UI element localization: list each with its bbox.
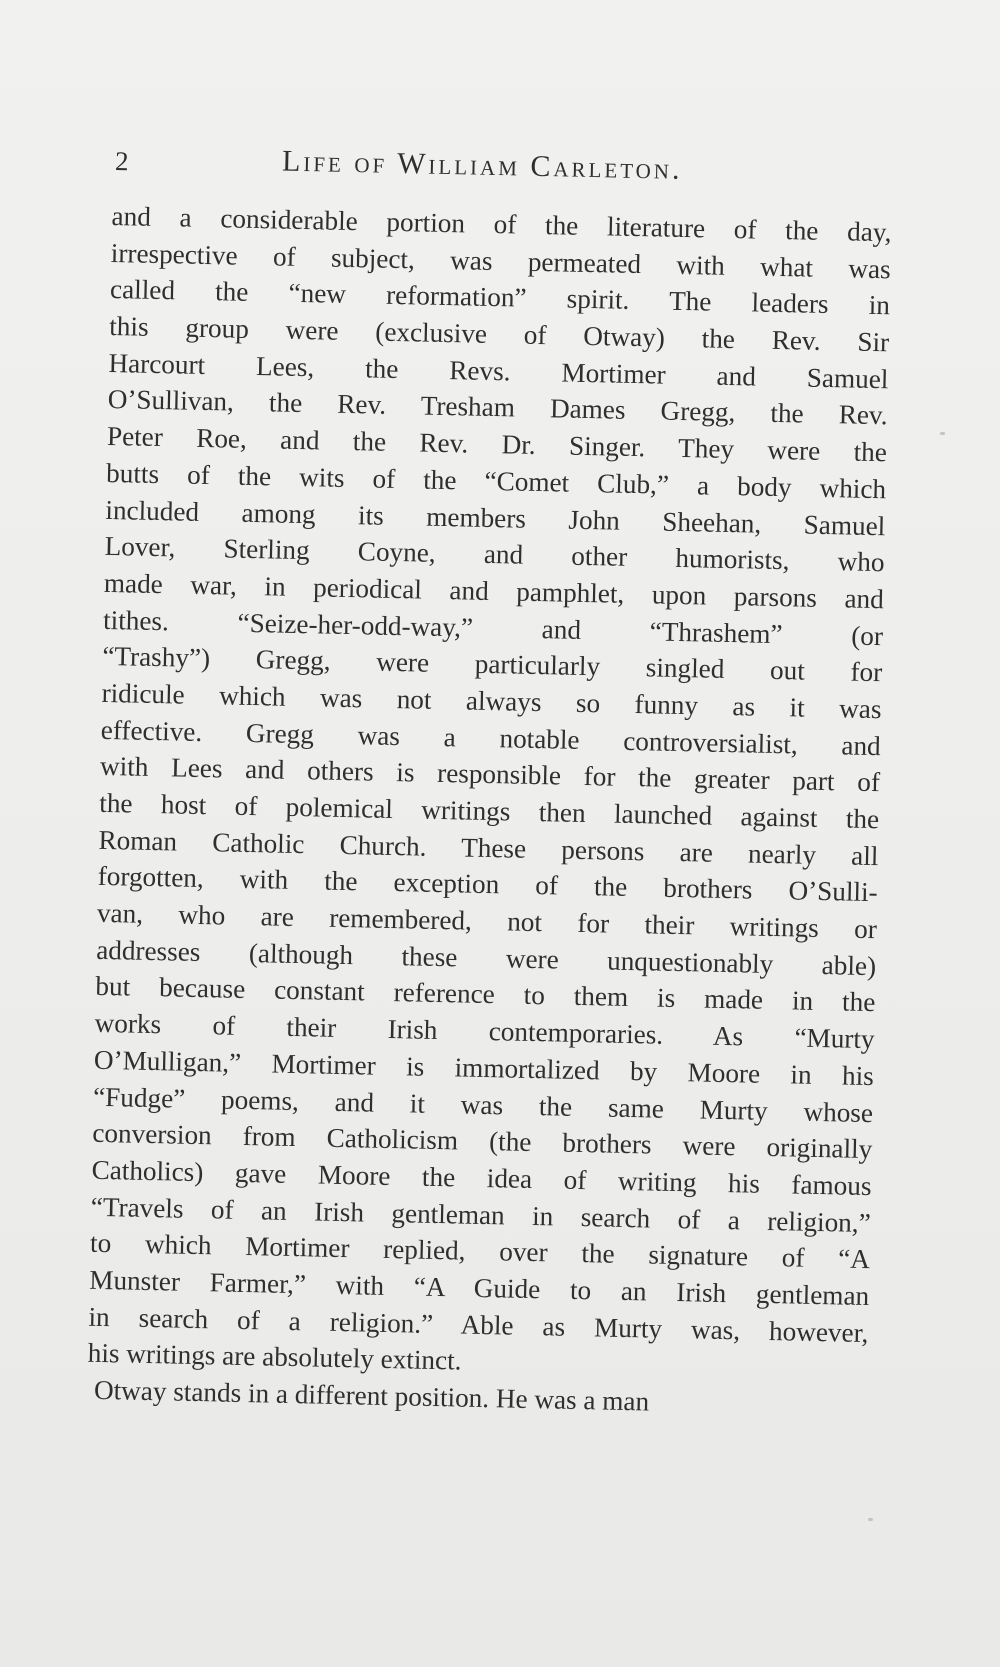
text-line: the host of polemical writings then launched against the bbox=[99, 787, 880, 835]
text-line: conversion from Catholicism (the brothers were originally bbox=[92, 1117, 873, 1165]
text-line: Harcourt Lees, the Revs. Mortimer and Samuel bbox=[108, 347, 889, 395]
paper-speck bbox=[868, 1518, 873, 1521]
page-number: 2 bbox=[114, 146, 129, 177]
text-line: butts of the wits of the “Comet Club,” a body which bbox=[105, 457, 887, 505]
text-line: O’Mulligan,” Mortimer is immortalized by Moore in his bbox=[93, 1044, 875, 1091]
text-line: van, who are remembered, not for their writings or bbox=[96, 897, 878, 945]
text-line: this group were (exclusive of Otway) the Rev. Sir bbox=[109, 311, 890, 358]
text-line: Otway stands in a different position. He was a man bbox=[93, 1374, 650, 1417]
text-line: with Lees and others is responsible for the greater part of bbox=[99, 751, 881, 798]
text-line: works of their Irish contemporaries. As “Murty bbox=[94, 1007, 875, 1055]
text-line: forgotten, with the exception of the brothers O’Sulli- bbox=[97, 861, 878, 908]
text-line: addresses (although these were unquestionably able) bbox=[95, 934, 877, 981]
running-title: Life of William Carleton. bbox=[281, 144, 683, 186]
running-head bbox=[114, 138, 890, 204]
text-line: called the “new reformation” spirit. The leaders in bbox=[109, 274, 891, 321]
text-line: in search of a religion.” Able as Murty was, however, bbox=[88, 1301, 869, 1348]
text-line: Catholics) gave Moore the idea of writing his famous bbox=[91, 1154, 872, 1201]
text-line: “Travels of an Irish gentleman in search of a religion,” bbox=[90, 1191, 872, 1238]
text-line: his writings are absolutely extinct. bbox=[87, 1338, 462, 1376]
text-line: ridicule which was not always so funny as it was bbox=[101, 677, 882, 725]
paper-speck bbox=[940, 432, 945, 435]
text-line: Lover, Sterling Coyne, and other humorists, who bbox=[104, 531, 885, 578]
text-line: irrespective of subject, was permeated with what was bbox=[110, 237, 891, 285]
text-line: Munster Farmer,” with “A Guide to an Irish gentleman bbox=[89, 1264, 870, 1312]
text-line: O’Sullivan, the Rev. Tresham Dames Gregg, the Rev. bbox=[107, 384, 888, 431]
text-line: but because constant reference to them is made in the bbox=[95, 971, 876, 1018]
text-line: and a considerable portion of the literature of the day, bbox=[111, 200, 892, 248]
text-line: to which Mortimer replied, over the signature of “A bbox=[89, 1228, 871, 1275]
text-line: made war, in periodical and pamphlet, upon parsons and bbox=[103, 567, 885, 615]
text-line: “Trashy”) Gregg, were particularly singled out for bbox=[102, 641, 883, 688]
text-line: effective. Gregg was a notable controversialist, and bbox=[100, 714, 882, 761]
text-line: Roman Catholic Church. These persons are nearly all bbox=[98, 824, 879, 871]
text-line: included among its members John Sheehan, Samuel bbox=[105, 494, 886, 541]
text-line: “Fudge” poems, and it was the same Murty whose bbox=[92, 1081, 874, 1128]
text-line: tithes. “Seize-her-odd-way,” and “Thrashem” (or bbox=[102, 604, 884, 651]
text-line: Peter Roe, and the Rev. Dr. Singer. They were the bbox=[106, 421, 888, 468]
body-text bbox=[87, 198, 892, 1425]
